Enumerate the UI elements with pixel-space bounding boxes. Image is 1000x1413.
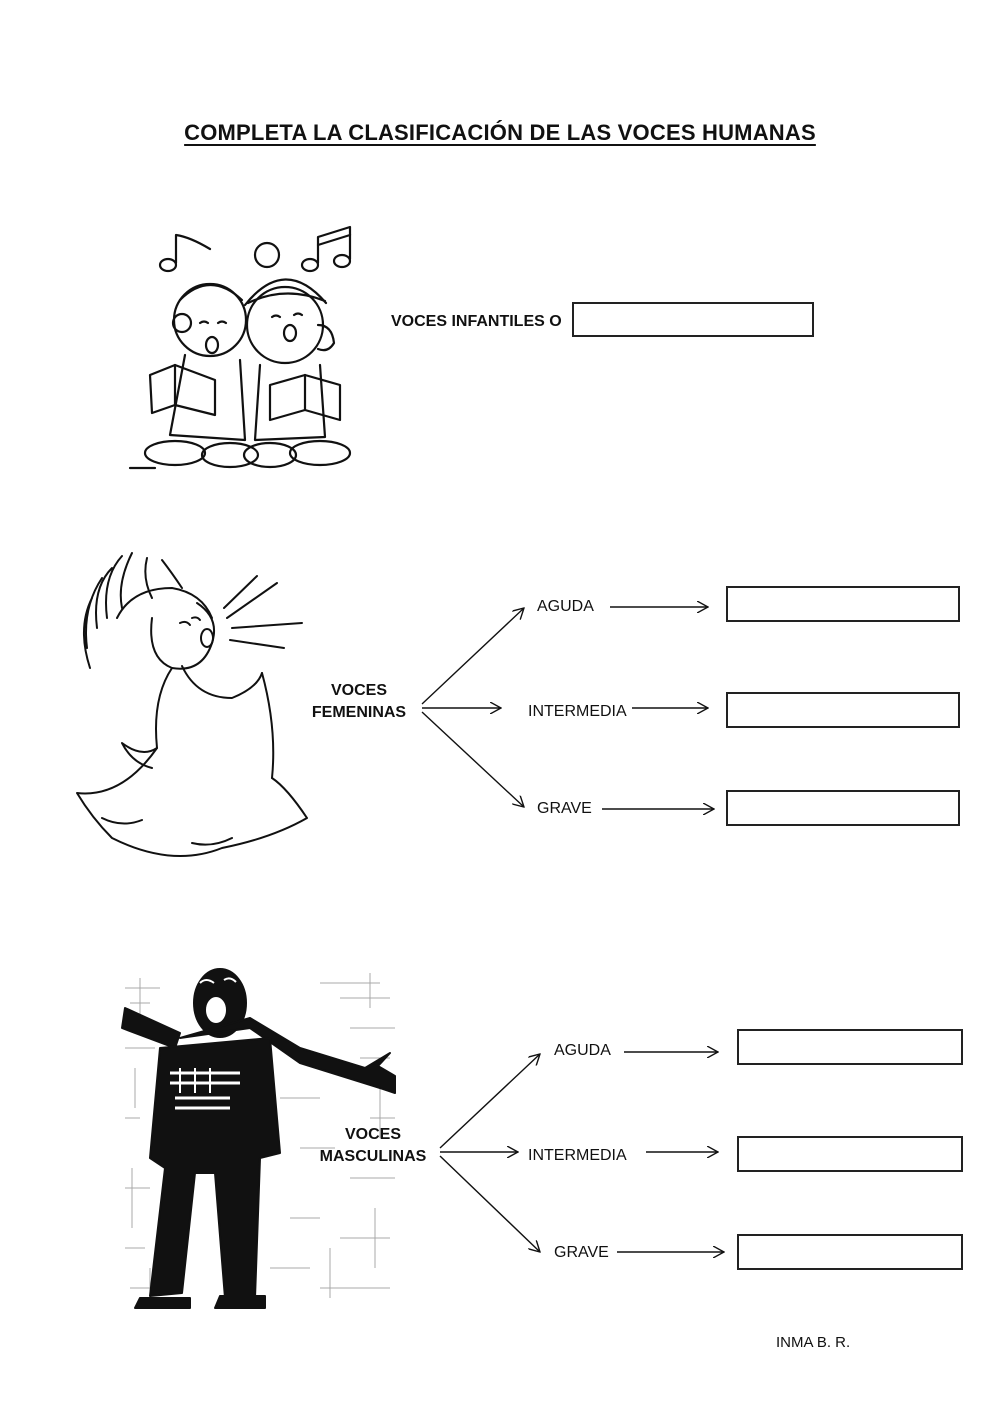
masculinas-item-aguda: AGUDA: [554, 1042, 611, 1059]
masculinas-arrow-aguda: [440, 1054, 540, 1148]
page-title: COMPLETA LA CLASIFICACIÓN DE LAS VOCES HUMANAS: [184, 120, 816, 145]
femeninas-item-aguda: AGUDA: [537, 598, 594, 615]
femeninas-item-intermedia: INTERMEDIA: [528, 703, 627, 720]
masculinas-label-line1: VOCES: [344, 1126, 401, 1143]
masculinas-aguda-answer-input[interactable]: [737, 1029, 963, 1065]
femeninas-item-grave: GRAVE: [537, 800, 592, 817]
author-credit: INMA B. R.: [776, 1334, 851, 1351]
infantiles-label: VOCES INFANTILES O: [391, 313, 562, 330]
masculinas-grave-answer-input[interactable]: [737, 1234, 963, 1270]
masculinas-item-grave: GRAVE: [554, 1244, 609, 1261]
masculinas-arrow-grave: [440, 1156, 540, 1252]
masculinas-item-intermedia: INTERMEDIA: [528, 1147, 627, 1164]
femeninas-label-line2: FEMENINAS: [311, 704, 407, 721]
masculinas-label-line2: MASCULINAS: [319, 1148, 427, 1165]
masculinas-intermedia-answer-input[interactable]: [737, 1136, 963, 1172]
femeninas-label-line1: VOCES: [330, 682, 387, 699]
